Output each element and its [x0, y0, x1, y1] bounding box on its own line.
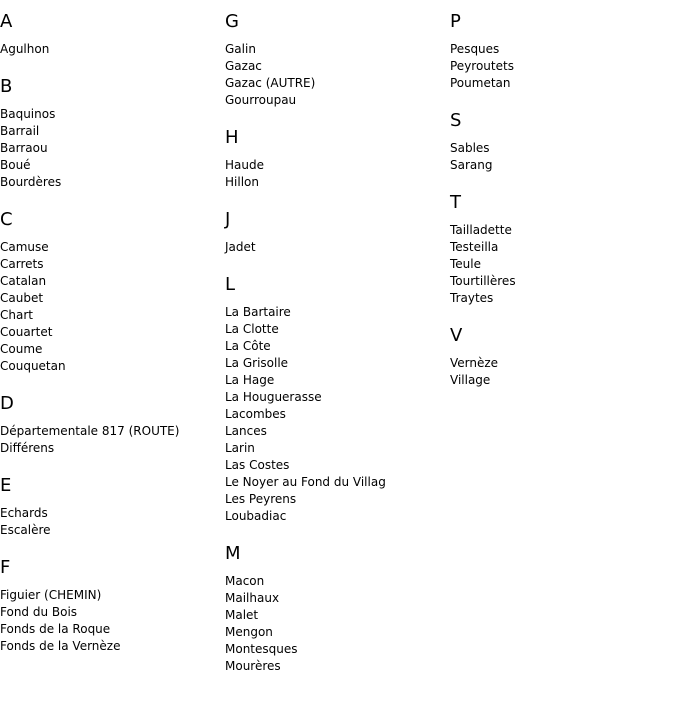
- place-link[interactable]: Chart: [0, 308, 33, 322]
- letter-group: [0, 209, 220, 375]
- group-letter-heading: P: [450, 11, 461, 32]
- place-link[interactable]: Départementale 817 (ROUTE): [0, 424, 180, 438]
- place-link[interactable]: Sarang: [450, 158, 493, 172]
- letter-group: [0, 76, 220, 191]
- place-link[interactable]: Agulhon: [0, 42, 50, 56]
- group-letter-heading: D: [0, 393, 14, 414]
- place-link[interactable]: Tourtillères: [450, 274, 516, 288]
- place-link[interactable]: Pesques: [450, 42, 500, 56]
- letter-group: [0, 475, 220, 539]
- place-link[interactable]: Caubet: [0, 291, 44, 305]
- group-letter-heading: C: [0, 209, 13, 230]
- place-link[interactable]: Poumetan: [450, 76, 511, 90]
- place-link[interactable]: Différens: [0, 441, 55, 455]
- place-link[interactable]: La Grisolle: [225, 356, 289, 370]
- place-list: [0, 505, 220, 539]
- place-link[interactable]: Echards: [0, 506, 48, 520]
- letter-group: [0, 11, 220, 58]
- group-letter-heading: T: [450, 192, 461, 213]
- place-link[interactable]: Fonds de la Vernèze: [0, 639, 121, 653]
- place-link[interactable]: Traytes: [450, 291, 494, 305]
- place-list: [0, 423, 220, 457]
- letter-group: [225, 209, 445, 256]
- place-link[interactable]: Mengon: [225, 625, 273, 639]
- place-link[interactable]: Tailladette: [450, 223, 512, 237]
- place-link[interactable]: Figuier (CHEMIN): [0, 588, 102, 602]
- place-list: [0, 239, 220, 375]
- place-link[interactable]: Teule: [450, 257, 481, 271]
- letter-group: [0, 393, 220, 457]
- place-link[interactable]: Les Peyrens: [225, 492, 297, 506]
- place-link[interactable]: Sables: [450, 141, 490, 155]
- place-link[interactable]: Jadet: [225, 240, 256, 254]
- place-link[interactable]: Bourdères: [0, 175, 62, 189]
- place-list: [0, 587, 220, 655]
- place-link[interactable]: Barraou: [0, 141, 48, 155]
- place-link[interactable]: Village: [450, 373, 491, 387]
- place-link[interactable]: Couartet: [0, 325, 53, 339]
- letter-group: [225, 127, 445, 191]
- group-letter-heading: V: [450, 325, 463, 346]
- place-link[interactable]: Lances: [225, 424, 267, 438]
- letter-group: [0, 557, 220, 655]
- place-link[interactable]: Gazac (AUTRE): [225, 76, 316, 90]
- place-link[interactable]: Fonds de la Roque: [0, 622, 111, 636]
- place-link[interactable]: Peyroutets: [450, 59, 514, 73]
- place-list: [225, 573, 445, 675]
- place-link[interactable]: Fond du Bois: [0, 605, 78, 619]
- place-link[interactable]: Carrets: [0, 257, 44, 271]
- group-letter-heading: S: [450, 110, 462, 131]
- place-link[interactable]: La Bartaire: [225, 305, 291, 319]
- group-letter-heading: F: [0, 557, 11, 578]
- place-link[interactable]: Gourroupau: [225, 93, 297, 107]
- place-list: [225, 239, 445, 256]
- index-column-3: [450, 0, 670, 407]
- place-link[interactable]: Lacombes: [225, 407, 286, 421]
- place-link[interactable]: Escalère: [0, 523, 51, 537]
- place-link[interactable]: Camuse: [0, 240, 49, 254]
- place-list: [0, 41, 220, 58]
- place-link[interactable]: Baquinos: [0, 107, 56, 121]
- group-letter-heading: E: [0, 475, 12, 496]
- place-link[interactable]: La Hage: [225, 373, 275, 387]
- group-letter-heading: M: [225, 543, 241, 564]
- place-link[interactable]: Boué: [0, 158, 31, 172]
- place-link[interactable]: Las Costes: [225, 458, 290, 472]
- place-list: [225, 304, 445, 525]
- place-link[interactable]: Le Noyer au Fond du Villag: [225, 475, 386, 489]
- index-column-2: [225, 0, 445, 693]
- group-letter-heading: L: [225, 274, 236, 295]
- place-link[interactable]: Larin: [225, 441, 255, 455]
- place-link[interactable]: Barrail: [0, 124, 40, 138]
- letter-group: [450, 192, 670, 307]
- place-link[interactable]: Malet: [225, 608, 259, 622]
- place-list: [225, 157, 445, 191]
- place-link[interactable]: Mailhaux: [225, 591, 280, 605]
- group-letter-heading: A: [0, 11, 13, 32]
- place-link[interactable]: Couquetan: [0, 359, 66, 373]
- place-link[interactable]: Haude: [225, 158, 264, 172]
- place-list: [450, 222, 670, 307]
- place-list: [450, 355, 670, 389]
- place-link[interactable]: La Côte: [225, 339, 271, 353]
- place-list: [225, 41, 445, 109]
- group-letter-heading: J: [225, 209, 231, 230]
- group-letter-heading: B: [0, 76, 13, 97]
- letter-group: [450, 110, 670, 174]
- place-list: [450, 41, 670, 92]
- place-link[interactable]: La Houguerasse: [225, 390, 322, 404]
- place-link[interactable]: Catalan: [0, 274, 47, 288]
- letter-group: [450, 325, 670, 389]
- letter-group: [450, 11, 670, 92]
- place-link[interactable]: Mourères: [225, 659, 281, 673]
- place-link[interactable]: Vernèze: [450, 356, 499, 370]
- place-link[interactable]: Hillon: [225, 175, 259, 189]
- place-link[interactable]: Loubadiac: [225, 509, 287, 523]
- group-letter-heading: G: [225, 11, 239, 32]
- letter-group: [225, 274, 445, 525]
- letter-group: [225, 543, 445, 675]
- place-link[interactable]: La Clotte: [225, 322, 279, 336]
- place-link[interactable]: Galin: [225, 42, 256, 56]
- place-link[interactable]: Gazac: [225, 59, 262, 73]
- place-link[interactable]: Coume: [0, 342, 43, 356]
- place-list: [0, 106, 220, 191]
- place-list: [450, 140, 670, 174]
- place-link[interactable]: Montesques: [225, 642, 298, 656]
- group-letter-heading: H: [225, 127, 239, 148]
- place-link[interactable]: Testeilla: [450, 240, 499, 254]
- index-column-1: [0, 0, 220, 673]
- place-link[interactable]: Macon: [225, 574, 265, 588]
- letter-group: [225, 11, 445, 109]
